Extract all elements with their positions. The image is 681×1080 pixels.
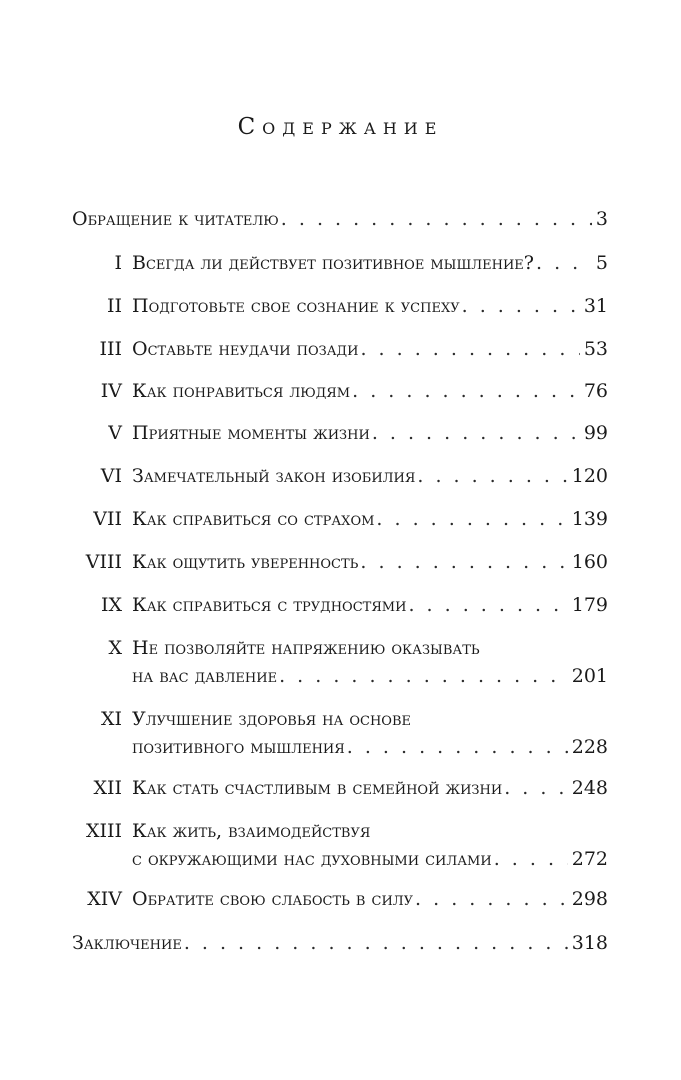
toc-entry-title-continued: на вас давление: [132, 665, 278, 687]
toc-entry[interactable]: [72, 419, 608, 447]
toc-entry-title: Заключение: [72, 932, 182, 954]
toc-entry[interactable]: [72, 462, 608, 490]
toc-page-number: 318: [571, 932, 608, 954]
leader-dots: [536, 249, 592, 277]
toc-entry-title: Как справиться с трудностями: [132, 594, 407, 616]
leader-dots: [281, 205, 592, 233]
toc-entry-title: Как жить, взаимодействуя: [132, 820, 371, 842]
toc-page-number: 298: [571, 888, 608, 910]
toc-entry[interactable]: [72, 292, 608, 320]
leader-dots: [494, 845, 568, 873]
toc-entry[interactable]: [72, 705, 608, 761]
toc-entry-title: Оставьте неудачи позади: [132, 338, 359, 360]
leader-dots: [376, 505, 567, 533]
chapter-numeral: IX: [100, 594, 122, 616]
toc-page-number: 139: [571, 508, 608, 530]
chapter-numeral: III: [99, 338, 122, 360]
toc-page-number: 228: [571, 736, 608, 758]
leader-dots: [347, 733, 568, 761]
chapter-numeral: XI: [100, 708, 122, 730]
toc-entry-title: Улучшение здоровья на основе: [132, 708, 411, 730]
toc-entry[interactable]: [72, 377, 608, 405]
chapter-numeral: XIII: [85, 820, 122, 842]
chapter-numeral: XIV: [87, 888, 122, 910]
leader-dots: [462, 292, 580, 320]
toc-entry[interactable]: [72, 817, 608, 873]
toc-entry-title: Как понравиться людям: [132, 380, 351, 402]
toc-entry[interactable]: [72, 205, 608, 233]
toc-entry[interactable]: [72, 634, 608, 690]
toc-entry-title: Всегда ли действует позитивное мышление?: [132, 252, 534, 274]
toc-entry[interactable]: [72, 249, 608, 277]
toc-entry-title: Как ощутить уверенность: [132, 551, 359, 573]
leader-dots: [372, 419, 580, 447]
chapter-numeral: XII: [93, 777, 122, 799]
leader-dots: [360, 548, 567, 576]
chapter-numeral: V: [108, 422, 122, 444]
toc-entry-title: Обратите свою слабость в силу: [132, 888, 414, 910]
chapter-numeral: VII: [93, 508, 122, 530]
toc-entry-title: Приятные моменты жизни: [132, 422, 370, 444]
toc-page-number: 5: [595, 252, 608, 274]
leader-dots: [408, 591, 567, 619]
toc-entry[interactable]: [72, 548, 608, 576]
toc-entry[interactable]: [72, 591, 608, 619]
leader-dots: [279, 662, 568, 690]
chapter-numeral: VIII: [85, 551, 122, 573]
toc-page-number: 120: [571, 465, 608, 487]
toc-entry[interactable]: [72, 885, 608, 913]
chapter-numeral: II: [106, 295, 122, 317]
chapter-numeral: IV: [100, 380, 122, 402]
toc-entry-title-continued: позитивного мышления: [132, 736, 345, 758]
toc-entry-title-continued: с окружающими нас духовными силами: [132, 848, 492, 870]
leader-dots: [417, 462, 567, 490]
toc-entry-title: Подготовьте свое сознание к успеху: [132, 295, 460, 317]
leader-dots: [504, 774, 568, 802]
toc-entry-title: Не позволяйте напряжению оказывать: [132, 637, 480, 659]
toc-entry[interactable]: [72, 505, 608, 533]
toc-page-number: 201: [571, 665, 608, 687]
leader-dots: [184, 929, 568, 957]
toc-entry-title: Замечательный закон изобилия: [132, 465, 416, 487]
toc-page-number: 76: [583, 380, 608, 402]
leader-dots: [415, 885, 568, 913]
chapter-numeral: X: [108, 637, 122, 659]
chapter-numeral: VI: [100, 465, 122, 487]
toc-page-number: 31: [583, 295, 608, 317]
toc-entry[interactable]: [72, 774, 608, 802]
toc-entry[interactable]: [72, 929, 608, 957]
toc-page-number: 179: [571, 594, 608, 616]
leader-dots: [352, 377, 580, 405]
toc-entry[interactable]: [72, 335, 608, 363]
toc-entry-title: Как справиться со страхом: [132, 508, 375, 530]
toc-entry-title: Обращение к читателю: [72, 208, 279, 230]
toc-page-number: 160: [571, 551, 608, 573]
chapter-numeral: I: [114, 252, 122, 274]
toc-page-number: 99: [583, 422, 608, 444]
toc-entry-title: Как стать счастливым в семейной жизни: [132, 777, 503, 799]
toc-page-number: 272: [571, 848, 608, 870]
page-title: Содержание: [237, 114, 444, 140]
toc-page-number: 53: [583, 338, 608, 360]
toc-page-number: 248: [571, 777, 608, 799]
toc-page-number: 3: [595, 208, 608, 230]
leader-dots: [360, 335, 579, 363]
